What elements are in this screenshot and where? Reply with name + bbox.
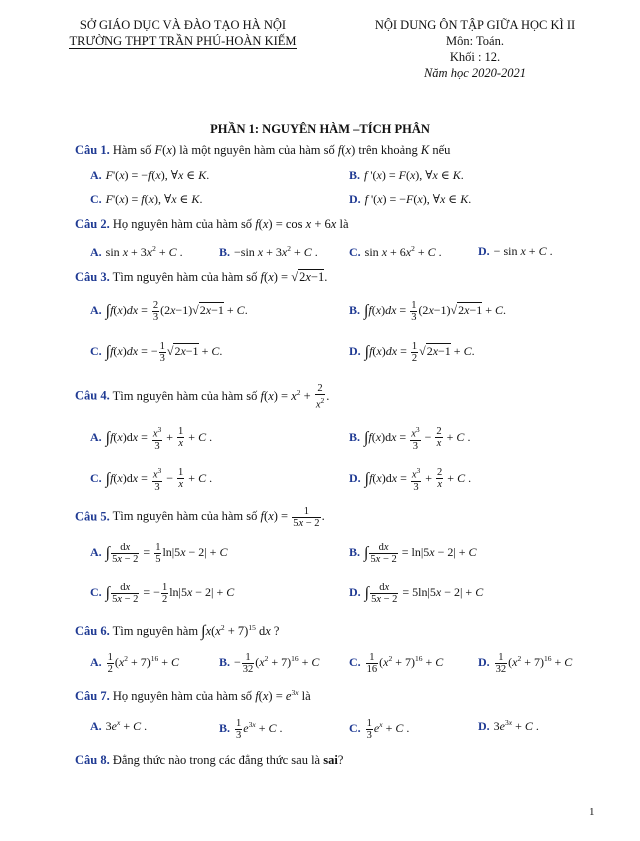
grade: Khối : 12. [449, 50, 501, 64]
q3-option-c[interactable]: C. ∫f(x)dx = − $\frac{1}{3}$ √2x−1 + C. [90, 341, 223, 364]
q6-option-a[interactable]: A. $\frac{1}{2}$ $(x^2 + 7)^{16} + C$ [90, 652, 180, 675]
q2-option-a[interactable]: A. $\sin x + 3x^2 + C$ . [90, 244, 183, 259]
q6-option-c[interactable]: C. $\frac{1}{16}$ $(x^2 + 7)^{16} + C$ [349, 652, 444, 675]
question-text: Đẳng thức nào trong các đẳng thức sau là [112, 753, 321, 767]
q2-option-d[interactable]: D. − sin x + C . [478, 244, 553, 258]
question-text: Tìm nguyên hàm $\int x(x^2 + 7)^{15}$ dx ? [112, 623, 280, 641]
question-number: Câu 4. [75, 388, 110, 403]
emphasis-word: sai [323, 753, 338, 767]
q4-option-d[interactable]: D. ∫f(x)dx = $\frac{x^3}{3}$ + $\frac{2}{x}$ + C . [349, 466, 472, 493]
question-3 [75, 270, 327, 285]
question-4 [75, 383, 329, 411]
q4-option-b[interactable]: B. ∫f(x)dx = $\frac{x^3}{3}$ − $\frac{2}{x}$ + C . [349, 425, 471, 452]
section-title: PHẦN 1: NGUYÊN HÀM –TÍCH PHÂN [210, 122, 430, 136]
q5-option-b[interactable]: B. ∫ $\frac{dx}{5x - 2}$ = ln|5x − 2| + C [349, 542, 477, 565]
doc-title: NỘI DUNG ÔN TẬP GIỮA HỌC KÌ II [374, 18, 576, 32]
department-name: SỞ GIÁO DỤC VÀ ĐÀO TẠO HÀ NỘI [79, 18, 287, 32]
q1-option-a[interactable]: A. F'(x) = −f(x), ∀x ∈ K. [90, 168, 210, 182]
question-number: Câu 3. [75, 270, 110, 284]
question-number: Câu 2. [75, 217, 110, 231]
q4-option-c[interactable]: C. ∫f(x)dx = $\frac{x^3}{3}$ − $\frac{1}{x}$ + C . [90, 466, 213, 493]
question-text: Họ nguyên hàm của hàm số $f(x) = e^{3x}$ là [112, 688, 311, 704]
question-number: Câu 1. [75, 143, 110, 157]
question-6 [75, 623, 279, 641]
question-number: Câu 8. [75, 753, 110, 767]
q3-option-a[interactable]: A. ∫f(x)dx = $\frac{2}{3}$ (2x−1)√2x−1 + C. [90, 300, 248, 323]
question-number: Câu 6. [75, 624, 110, 639]
q5-option-c[interactable]: C. ∫ $\frac{dx}{5x - 2}$ = − $\frac{1}{2}$ ln|5x − 2| + C [90, 582, 235, 605]
q1-option-b[interactable]: B. f '(x) = F(x), ∀x ∈ K. [349, 168, 464, 182]
q3-option-d[interactable]: D. ∫f(x)dx = $\frac{1}{2}$ √2x−1 + C. [349, 341, 475, 364]
header-right [330, 17, 620, 81]
q5-option-a[interactable]: A. ∫ $\frac{dx}{5x - 2}$ = $\frac{1}{5}$ ln|5x − 2| + C [90, 542, 228, 565]
q1-option-d[interactable]: D. f '(x) = −F(x), ∀x ∈ K. [349, 192, 472, 206]
q2-option-c[interactable]: C. $\sin x + 6x^2 + C$ . [349, 244, 442, 259]
q4-option-a[interactable]: A. ∫f(x)dx = $\frac{x^3}{3}$ + $\frac{1}{x}$ + C . [90, 425, 213, 452]
question-text: Tìm nguyên hàm của hàm số $f(x) = x^2$ + $\frac{2}{x^2}$ . [112, 383, 330, 411]
q5-option-d[interactable]: D. ∫ $\frac{dx}{5x - 2}$ = 5ln|5x − 2| + C [349, 582, 484, 605]
school-year: Năm học 2020-2021 [423, 66, 527, 80]
q7-option-d[interactable]: D. $3e^{3x} + C$ . [478, 718, 539, 733]
question-2 [75, 217, 349, 232]
question-number: Câu 5. [75, 509, 110, 524]
question-text: Hàm số F(x) là một nguyên hàm của hàm số f(x) trên khoảng K nếu [112, 143, 451, 157]
question-text: Tìm nguyên hàm của hàm số f(x) = $\frac{1}{5x - 2}$ . [112, 506, 325, 529]
question-5 [75, 506, 325, 529]
q7-option-c[interactable]: C. $\frac{1}{3}$ $e^x + C$ . [349, 718, 410, 741]
question-text: Tìm nguyên hàm của hàm số f(x) = √2x−1. [112, 270, 328, 284]
q6-option-b[interactable]: B. − $\frac{1}{32}$ $(x^2 + 7)^{16} + C$ [219, 652, 320, 675]
q2-option-b[interactable]: B. −sin $x + 3x^2 + C$ . [219, 244, 318, 259]
subject: Môn: Toán. [446, 34, 504, 48]
question-number: Câu 7. [75, 689, 110, 704]
question-text: Họ nguyên hàm của hàm số f(x) = cos x + 6x là [112, 217, 349, 231]
q6-option-d[interactable]: D. $\frac{1}{32}$ $(x^2 + 7)^{16} + C$ [478, 652, 573, 675]
q7-option-b[interactable]: B. $\frac{1}{3}$ $e^{3x} + C$ . [219, 718, 283, 741]
header-left [58, 17, 308, 49]
page-number: 1 [589, 806, 595, 818]
q7-option-a[interactable]: A. $3e^x + C$ . [90, 718, 148, 733]
q1-option-c[interactable]: C. F'(x) = f(x), ∀x ∈ K. [90, 192, 203, 206]
question-8: Câu 8. Đẳng thức nào trong các đẳng thức sau là sai? [75, 753, 344, 767]
question-7 [75, 688, 311, 704]
question-1 [75, 143, 450, 158]
q3-option-b[interactable]: B. ∫f(x)dx = $\frac{1}{3}$ (2x−1)√2x−1 + C. [349, 300, 507, 323]
school-name: TRƯỜNG THPT TRẦN PHÚ-HOÀN KIẾM [69, 34, 297, 48]
